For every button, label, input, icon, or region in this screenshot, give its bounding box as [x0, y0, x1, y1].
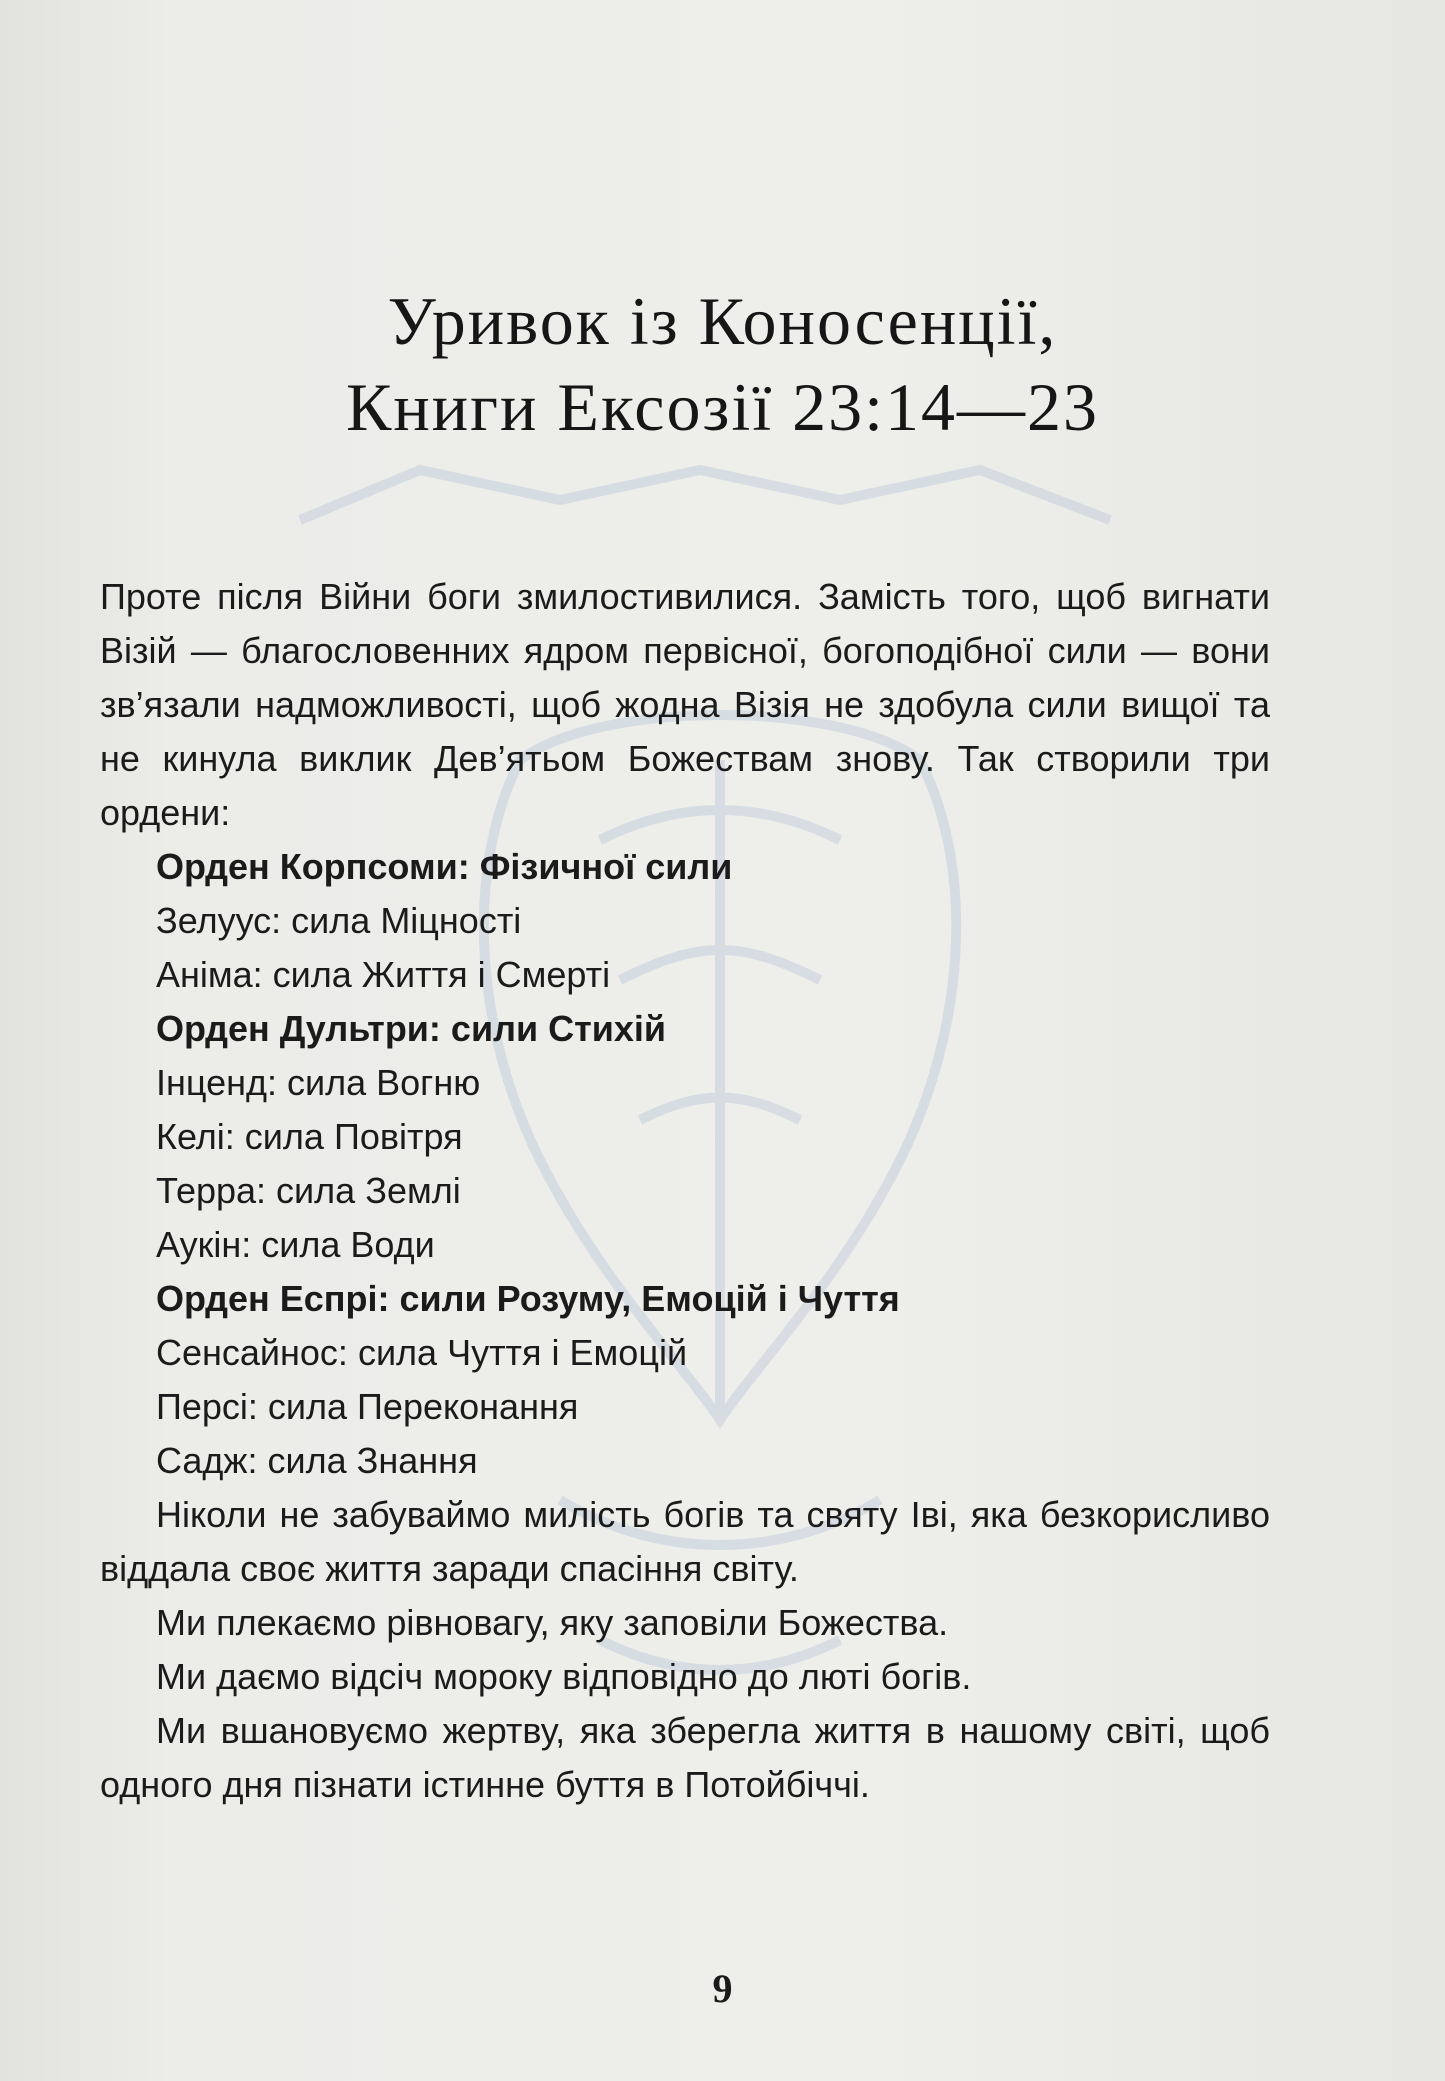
- order-item: Сенсайнос: сила Чуття і Емоцій: [156, 1332, 688, 1373]
- order-item: Інценд: сила Вогню: [156, 1062, 481, 1103]
- closing-paragraph: Ми даємо відсіч мороку відповідно до люті богів.: [156, 1656, 972, 1697]
- order-item: Терра: сила Землі: [156, 1170, 461, 1211]
- order-item: Аніма: сила Життя і Смерті: [156, 954, 611, 995]
- page-number: 9: [712, 1966, 733, 2011]
- order-item: Персі: сила Переконання: [156, 1386, 579, 1427]
- order-item: Зелуус: сила Міцності: [156, 900, 522, 941]
- order-item: Садж: сила Знання: [156, 1440, 478, 1481]
- page-title: [0, 278, 1445, 450]
- title-line-2: Книги Ексозії 23:14—23: [345, 369, 1100, 445]
- title-line-1: Уривок із Коносенції,: [387, 283, 1058, 359]
- order-heading-korpsoma: Орден Корпсоми: Фізичної сили: [156, 846, 733, 887]
- order-heading-dultra: Орден Дультри: сили Стихій: [156, 1008, 666, 1049]
- order-item: Келі: сила Повітря: [156, 1116, 463, 1157]
- closing-paragraph: Ніколи не забуваймо милість богів та святу Іві, яка безкорисливо віддала своє життя заради спасіння світу.: [100, 1494, 1270, 1589]
- intro-paragraph: Проте після Війни боги змилостивилися. Замість того, щоб вигнати Візій — благословенних ядром первісної, богоподібної сили — вони зв’язали надможливості, щоб жодна Візія не здобула сили вищої та не кинула виклик Дев’ятьом Божествам знову. Так створили три ордени:: [100, 576, 1270, 833]
- order-item: Аукін: сила Води: [156, 1224, 435, 1265]
- closing-paragraph: Ми плекаємо рівновагу, яку заповіли Божества.: [156, 1602, 949, 1643]
- closing-paragraph: Ми вшановуємо жертву, яка зберегла життя в нашому світі, щоб одного дня пізнати істинне буття в Потойбіччі.: [100, 1710, 1270, 1805]
- page-body: [100, 570, 1270, 1812]
- order-heading-espri: Орден Еспрі: сили Розуму, Емоцій і Чуття: [156, 1278, 900, 1319]
